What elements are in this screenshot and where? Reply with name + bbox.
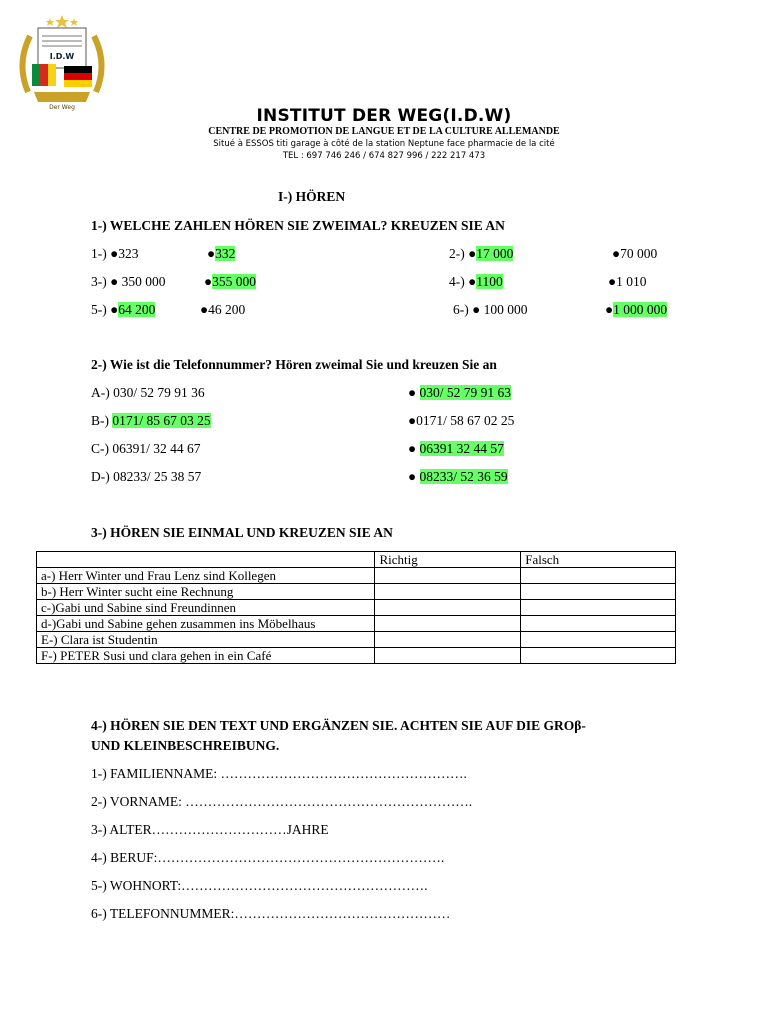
q1-item-1b: ●332 (207, 246, 236, 261)
table-header-row (37, 552, 676, 568)
logo-motto: Der Weg (49, 104, 75, 111)
q3-title: 3-) HÖREN SIE EINMAL UND KREUZEN SIE AN (91, 525, 393, 540)
falsch-cell[interactable] (521, 632, 676, 648)
statement-cell: b-) Herr Winter sucht eine Rechnung (37, 584, 375, 600)
q4-title-line2: UND KLEINBESCHREIBUNG. (91, 738, 280, 753)
institute-title: INSTITUT DER WEG(I.D.W) (256, 106, 512, 126)
q1-item-4b: ●1 010 (608, 274, 647, 289)
table-header-richtig: Richtig (375, 552, 521, 568)
fill-field-alter[interactable]: 3-) ALTER…………………………JAHRE (91, 822, 329, 837)
fill-field-vorname[interactable]: 2-) VORNAME: ………………………………………………………. (91, 794, 473, 809)
table-header-cell (37, 552, 375, 568)
falsch-cell[interactable] (521, 568, 676, 584)
q1-item-2b: ●70 000 (612, 246, 658, 261)
statement-cell: E-) Clara ist Studentin (37, 632, 375, 648)
falsch-cell[interactable] (521, 600, 676, 616)
q1-item-3b: ●355 000 (204, 274, 257, 289)
section-title: I-) HÖREN (278, 189, 346, 204)
q4-title-line1: 4-) HÖREN SIE DEN TEXT UND ERGÄNZEN SIE. ACHTEN SIE AUF DIE GROβ- (91, 718, 586, 733)
q1-item-5b: ●46 200 (200, 302, 246, 317)
q1-title: 1-) WELCHE ZAHLEN HÖREN SIE ZWEIMAL? KREUZEN SIE AN (91, 218, 505, 233)
statement-cell: c-)Gabi und Sabine sind Freundinnen (37, 600, 375, 616)
q1-item-3a: 3-) ● 350 000 (91, 274, 166, 289)
q2-title: 2-) Wie ist die Telefonnummer? Hören zweimal Sie und kreuzen Sie an (91, 357, 497, 372)
richtig-cell[interactable] (375, 632, 521, 648)
q1-item-1a: 1-) ●323 (91, 246, 139, 261)
q2-b-left: B-) 0171/ 85 67 03 25 (91, 413, 211, 428)
table-row (37, 568, 676, 584)
statement-cell: a-) Herr Winter und Frau Lenz sind Kollegen (37, 568, 375, 584)
fill-field-wohnort[interactable]: 5-) WOHNORT:………………………………………………. (91, 878, 428, 893)
table-header-falsch: Falsch (521, 552, 676, 568)
falsch-cell[interactable] (521, 648, 676, 664)
fill-field-beruf[interactable]: 4-) BERUF:………………………………………………………. (91, 850, 445, 865)
fill-field-telefonnummer[interactable]: 6-) TELEFONNUMMER:………………………………………… (91, 906, 451, 921)
institute-logo (14, 12, 110, 112)
fill-field-familienname[interactable]: 1-) FAMILIENNAME: ………………………………………………. (91, 766, 467, 781)
falsch-cell[interactable] (521, 616, 676, 632)
q2-a-right: ● 030/ 52 79 91 63 (408, 385, 512, 400)
q2-b-right: ●0171/ 58 67 02 25 (408, 413, 515, 428)
q2-c-left: C-) 06391/ 32 44 67 (91, 441, 201, 456)
table-row (37, 648, 676, 664)
statement-cell: d-)Gabi und Sabine gehen zusammen ins Möbelhaus (37, 616, 375, 632)
logo-text: I.D.W (49, 52, 75, 61)
true-false-table (36, 551, 676, 664)
richtig-cell[interactable] (375, 600, 521, 616)
table-row (37, 600, 676, 616)
richtig-cell[interactable] (375, 568, 521, 584)
richtig-cell[interactable] (375, 648, 521, 664)
q1-item-6a: 6-) ● 100 000 (453, 302, 528, 317)
richtig-cell[interactable] (375, 616, 521, 632)
table-row (37, 632, 676, 648)
table-row (37, 584, 676, 600)
q1-item-6b: ●1 000 000 (605, 302, 668, 317)
falsch-cell[interactable] (521, 584, 676, 600)
richtig-cell[interactable] (375, 584, 521, 600)
q2-d-left: D-) 08233/ 25 38 57 (91, 469, 202, 484)
statement-cell: F-) PETER Susi und clara gehen in ein Café (37, 648, 375, 664)
q2-a-left: A-) 030/ 52 79 91 36 (91, 385, 205, 400)
table-row (37, 616, 676, 632)
q2-d-right: ● 08233/ 52 36 59 (408, 469, 508, 484)
institute-address: Situé à ESSOS titi garage à côté de la station Neptune face pharmacie de la cité (213, 139, 555, 149)
institute-subtitle: CENTRE DE PROMOTION DE LANGUE ET DE LA CULTURE ALLEMANDE (208, 126, 560, 137)
q1-item-5a: 5-) ●64 200 (91, 302, 156, 317)
institute-phone: TEL : 697 746 246 / 674 827 996 / 222 217 473 (282, 151, 486, 161)
q1-item-2a: 2-) ●17 000 (449, 246, 514, 261)
q2-c-right: ● 06391 32 44 57 (408, 441, 504, 456)
q1-item-4a: 4-) ●1100 (449, 274, 503, 289)
